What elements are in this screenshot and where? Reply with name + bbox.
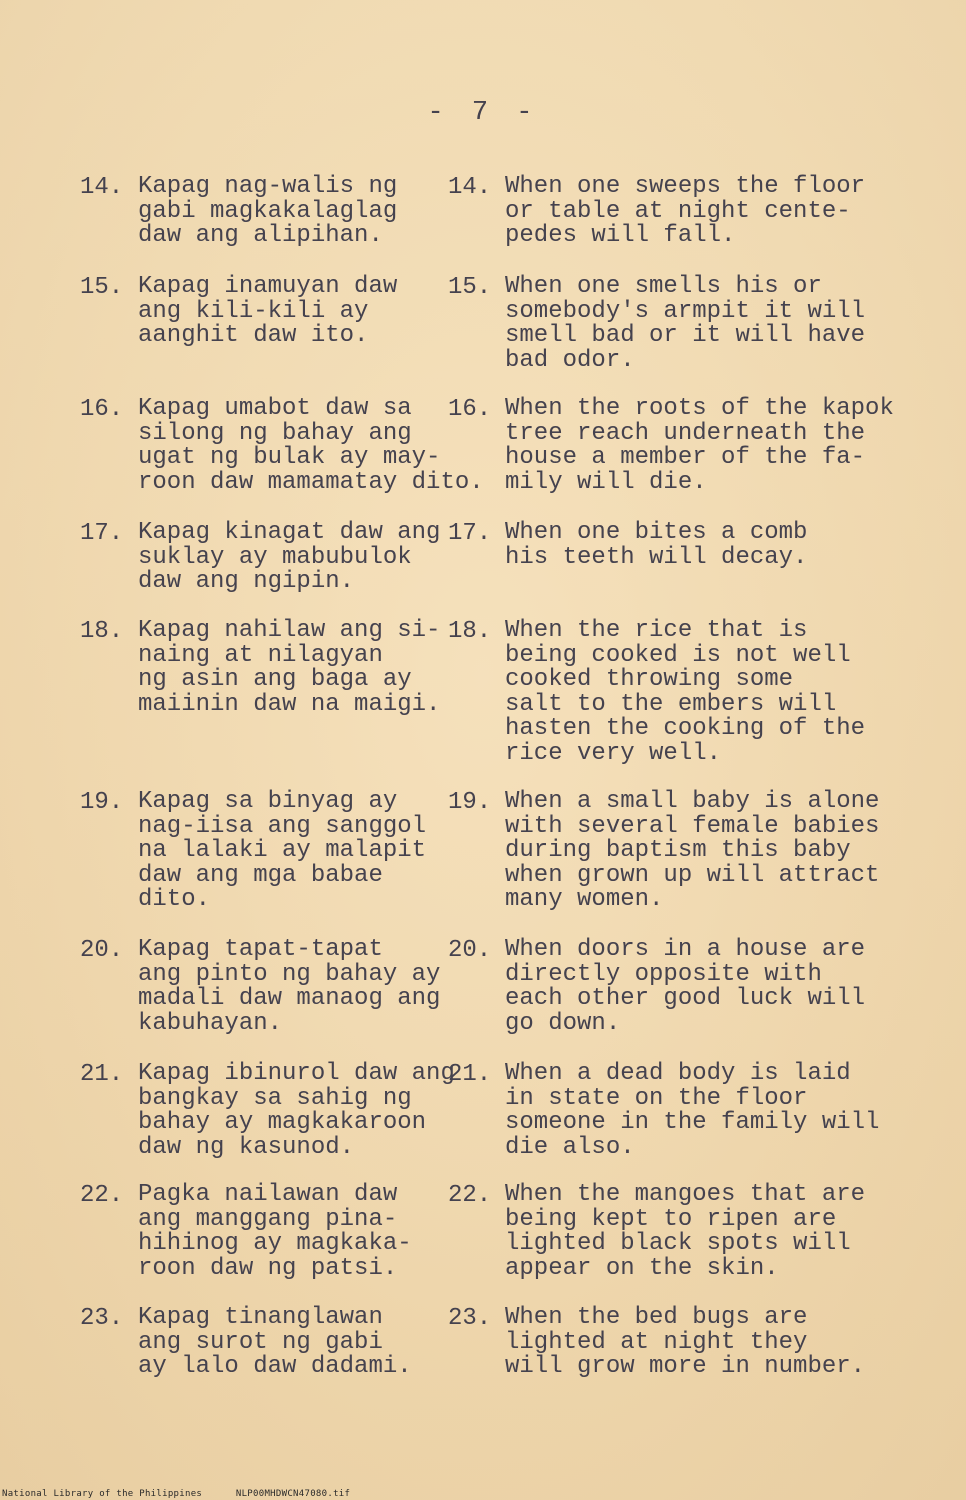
tagalog-text: Kapag nahilaw ang si- naing at nilagyan ng asin ang baga ay maiinin daw na maigi. xyxy=(138,617,441,718)
tagalog-text: Kapag sa binyag ay nag-iisa ang sanggol na lalaki ay malapit daw ang mga babae dito. xyxy=(138,788,427,913)
entry-20 xyxy=(0,938,966,1058)
page-number: - 7 - xyxy=(427,98,539,128)
entry-16 xyxy=(0,397,966,517)
english-text: When the mangoes that are being kept to ripen are lighted black spots will appear on the skin. xyxy=(505,1181,866,1282)
footer-filename: NLP00MHDWCN47080.tif xyxy=(235,1489,351,1499)
tagalog-text: Kapag tinanglawan ang surot ng gabi ay lalo daw dadami. xyxy=(138,1304,412,1380)
tagalog-text: Kapag tapat-tapat ang pinto ng bahay ay madali daw manaog ang kabuhayan. xyxy=(138,936,441,1037)
entry-number-tagalog: 20. xyxy=(80,937,124,964)
entry-number-tagalog: 15. xyxy=(80,274,124,301)
tagalog-text: Kapag nag-walis ng gabi magkakalaglag daw ang alipihan. xyxy=(138,173,398,249)
english-text: When a small baby is alone with several female babies during baptism this baby when grown up will attract many women. xyxy=(505,788,880,913)
entry-number-english: 14. xyxy=(448,174,492,201)
english-text: When one smells his or somebody's armpit it will smell bad or it will have bad odor. xyxy=(505,273,866,374)
entry-number-english: 15. xyxy=(448,274,492,301)
entry-number-english: 23. xyxy=(448,1305,492,1332)
tagalog-text: Kapag kinagat daw ang suklay ay mabubulok daw ang ngipin. xyxy=(138,519,441,595)
entry-number-tagalog: 18. xyxy=(80,618,124,645)
english-text: When a dead body is laid in state on the floor someone in the family will die also. xyxy=(505,1060,880,1161)
entry-23 xyxy=(0,1306,966,1426)
entry-number-tagalog: 23. xyxy=(80,1305,124,1332)
entry-number-english: 21. xyxy=(448,1061,492,1088)
entry-number-english: 22. xyxy=(448,1182,492,1209)
entry-22 xyxy=(0,1183,966,1303)
entry-number-english: 17. xyxy=(448,520,492,547)
entry-21 xyxy=(0,1062,966,1182)
tagalog-text: Kapag umabot daw sa silong ng bahay ang ugat ng bulak ay may- roon daw mamamatay dito. xyxy=(138,395,484,496)
entry-number-english: 18. xyxy=(448,618,492,645)
english-text: When one bites a comb his teeth will decay. xyxy=(505,519,808,571)
entry-number-tagalog: 19. xyxy=(80,789,124,816)
english-text: When the rice that is being cooked is not well cooked throwing some salt to the embers will hasten the cooking of the rice very well. xyxy=(505,617,866,767)
english-text: When the bed bugs are lighted at night they will grow more in number. xyxy=(505,1304,866,1380)
scan-footer xyxy=(2,1489,378,1499)
entry-number-tagalog: 14. xyxy=(80,174,124,201)
footer-institution: National Library of the Philippines xyxy=(2,1489,203,1499)
english-text: When the roots of the kapok tree reach underneath the house a member of the fa- mily will die. xyxy=(505,395,894,496)
entry-number-tagalog: 22. xyxy=(80,1182,124,1209)
entry-18 xyxy=(0,617,966,767)
entry-15 xyxy=(0,275,966,395)
entry-number-english: 19. xyxy=(448,789,492,816)
entry-19 xyxy=(0,788,966,913)
english-text: When doors in a house are directly opposite with each other good luck will go down. xyxy=(505,936,866,1037)
tagalog-text: Pagka nailawan daw ang manggang pina- hihinog ay magkaka- roon daw ng patsi. xyxy=(138,1181,412,1282)
tagalog-text: Kapag ibinurol daw ang bangkay sa sahig ng bahay ay magkakaroon daw ng kasunod. xyxy=(138,1060,455,1161)
entry-number-english: 16. xyxy=(448,396,492,423)
english-text: When one sweeps the floor or table at night cente- pedes will fall. xyxy=(505,173,866,249)
entry-number-tagalog: 21. xyxy=(80,1061,124,1088)
entry-number-english: 20. xyxy=(448,937,492,964)
entry-number-tagalog: 16. xyxy=(80,396,124,423)
entry-number-tagalog: 17. xyxy=(80,520,124,547)
tagalog-text: Kapag inamuyan daw ang kili-kili ay aanghit daw ito. xyxy=(138,273,398,349)
